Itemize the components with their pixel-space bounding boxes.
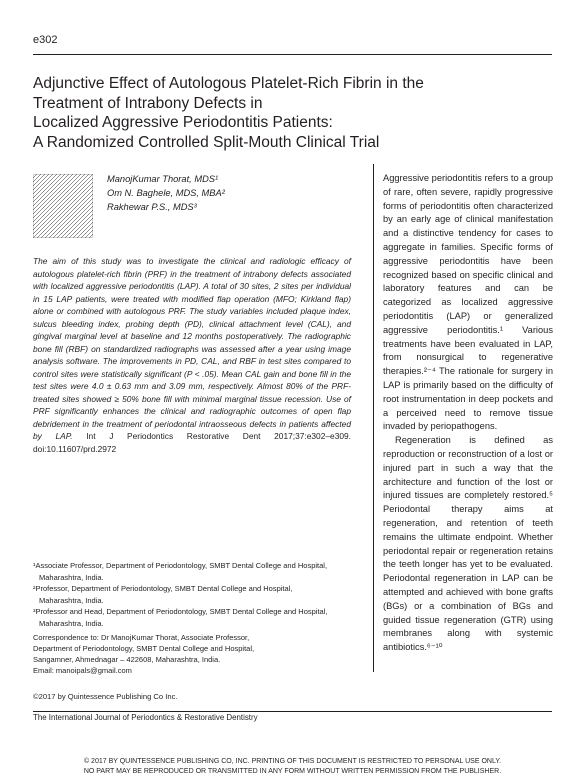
footer-rule <box>33 711 552 712</box>
decorative-hatch-graphic <box>33 174 93 238</box>
legal-notice <box>40 757 545 777</box>
journal-name-footer: The International Journal of Periodontics & Restorative Dentistry <box>33 713 258 722</box>
body-text-column <box>383 172 553 655</box>
title-line: Localized Aggressive Periodontitis Patients: <box>33 114 333 131</box>
article-title <box>33 74 533 152</box>
affiliation-line: Maharashtra, India. <box>39 572 104 582</box>
legal-line: © 2017 BY QUINTESSENCE PUBLISHING CO, INC. PRINTING OF THIS DOCUMENT IS RESTRICTED TO PERSONAL USE ONLY. <box>83 758 502 765</box>
affiliations <box>33 560 363 629</box>
correspondence-line: Department of Periodontology, SMBT Dental College and Hospital, <box>33 644 255 653</box>
affiliation-line: ²Professor, Department of Periodontology, SMBT Dental College and Hospital, <box>33 584 293 593</box>
correspondence-line: Correspondence to: Dr ManojKumar Thorat, Associate Professor, <box>33 633 250 642</box>
author: ManojKumar Thorat, MDS¹ <box>107 174 219 184</box>
affiliation-line: Maharashtra, India. <box>39 618 104 628</box>
header-rule <box>33 54 552 55</box>
copyright-notice: ©2017 by Quintessence Publishing Co Inc. <box>33 692 178 701</box>
affiliation-line: ³Professor and Head, Department of Periodontology, SMBT Dental College and Hospital, <box>33 607 328 616</box>
legal-line: NO PART MAY BE REPRODUCED OR TRANSMITTED IN ANY FORM WITHOUT WRITTEN PERMISSION FROM THE PUBLISHER. <box>83 768 502 775</box>
hatch-line <box>33 174 53 238</box>
correspondence <box>33 632 353 676</box>
hatch-line <box>73 174 93 238</box>
affiliation-line: ¹Associate Professor, Department of Periodontology, SMBT Dental College and Hospital, <box>33 561 328 570</box>
affiliation <box>33 606 363 629</box>
page-number: e302 <box>33 34 58 46</box>
hatch-line <box>33 174 93 238</box>
abstract-text: The aim of this study was to investigate the clinical and radiologic efficacy of autologous platelet-rich fibrin (PRF) in the treatment of intrabony defects associated with localized aggressive periodontitis (LAP). A total of 30 sites, 2 sites per individual in 15 LAP patients, were treated with modified flap operation (MFO; Kirkland flap) alone or combined with autologous PRF. The study variables included plaque index, sulcus bleeding index, probing depth (PD), clinical attachment level (CAL), and gingival marginal level at baseline and 12 months postoperatively. The radiographic bone fill (RBF) on standardized radiographs was assessed after a year using image analysis software. The improvements in PD, CAL, and RBF in test sites compared to control sites were statistically significant (P < .05). Mean CAL gain and bone fill in the test sites were 4.0 ± 0.63 mm and 3.09 mm, respectively. Almost 80% of the PRF-treated sites showed ≥ 50% bone fill with minimal marginal tissue recession. Use of PRF significantly enhances the clinical and radiographic outcomes of open flap debridement in the treatment of periodontal intraosseous defects in patients affected by LAP. <box>33 256 351 441</box>
body-paragraph: Regeneration is defined as reproduction or reconstruction of a lost or injured part in such a way that the architecture and function of the lost or injured tissues are completely restored.⁵ Periodontal therapy aims at regeneration, and retention of teeth remains the ultimate endpoint. Whether periodontal repair or regeneration retains the teeth longer has yet to be evaluated. Periodontal regeneration in LAP can be attempted and achieved with bone grafts (BGs) or a combination of BGs and guided tissue regeneration (GTR) using membranes along with systemic antibiotics.⁶⁻¹⁰ <box>383 435 553 653</box>
affiliation <box>33 583 363 606</box>
body-paragraph: Aggressive periodontitis refers to a group of rare, often severe, rapidly progressive forms of periodontitis often characterized by an early age of clinical manifestation and a distinctive tendency for cases to aggregate in families. Specific forms of aggressive periodontitis have been recognized based on specific clinical and laboratory features and can be categorized as localized aggressive periodontitis (LAP) or generalized aggressive periodontitis.¹ Various treatments have been evaluated in LAP, from nonsurgical to regenerative therapies.²⁻⁴ The rationale for surgery in LAP is primarily based on the difficulty of root instrumentation in deep pockets and a perceived need to remove tissue invaded by periopathogens. <box>383 173 553 432</box>
title-line: A Randomized Controlled Split-Mouth Clinical Trial <box>33 133 380 151</box>
correspondence-line: Sangamner, Ahmednagar – 422608, Maharashtra, India. <box>33 655 221 664</box>
column-divider <box>373 164 374 672</box>
title-line: Treatment of Intrabony Defects in <box>33 94 263 112</box>
abstract <box>33 255 351 455</box>
hatch-line <box>33 174 93 238</box>
title-line: Adjunctive Effect of Autologous Platelet-Rich Fibrin in the <box>33 75 424 92</box>
author: Rakhewar P.S., MDS³ <box>107 202 197 212</box>
author-list <box>107 172 225 214</box>
affiliation <box>33 560 363 583</box>
author: Om N. Baghele, MDS, MBA² <box>107 188 225 198</box>
affiliation-line: Maharashtra, India. <box>39 595 104 605</box>
correspondence-email[interactable]: Email: manoipals@gmail.com <box>33 666 132 675</box>
citation: Int J Periodontics Restorative Dent 2017;37:e302–e309. doi:10.11607/prd.2972 <box>33 431 351 454</box>
